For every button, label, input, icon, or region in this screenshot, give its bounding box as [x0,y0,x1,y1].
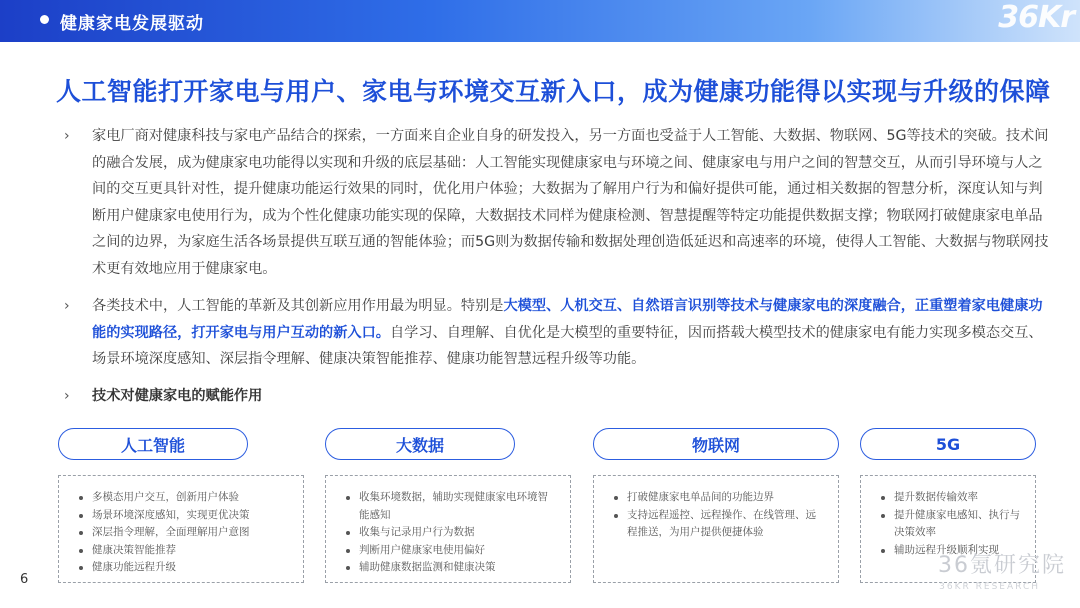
subsection-heading-text: 技术对健康家电的赋能作用 [92,388,263,404]
list-item: 提升数据传输效率 [881,489,1021,507]
chevron-right-icon: › [64,298,70,314]
column-title-ai: 人工智能 [58,428,248,460]
list-item: 提升健康家电感知、执行与决策效率 [881,507,1021,542]
list-item: 判断用户健康家电使用偏好 [346,542,550,560]
paragraph-2-highlight: 大模型、人机交互、自然语言识别等技术与健康家电的深度融合，正重塑着家电健康功能的实现路径，打开家电与用户互动的新入口。 [92,298,1043,341]
chevron-right-icon: › [64,128,70,144]
list-item: 健康决策智能推荐 [79,542,303,560]
list-item: 收集环境数据，辅助实现健康家电环境智能感知 [346,489,550,524]
list-item: 辅助远程升级顺利实现 [881,542,1021,560]
column-box-ai [58,475,304,583]
column-box-iot [593,475,839,583]
page-number: 6 [20,572,29,587]
list-item: 健康功能远程升级 [79,559,303,577]
list-item: 多模态用户交互，创新用户体验 [79,489,303,507]
column-title-iot: 物联网 [593,428,839,460]
chevron-right-icon: › [64,388,70,404]
header-bar [0,0,1080,42]
column-box-bigdata [325,475,571,583]
page-headline: 人工智能打开家电与用户、家电与环境交互新入口，成为健康功能得以实现与升级的保障 [56,77,1051,106]
list-item: 辅助健康数据监测和健康决策 [346,559,550,577]
paragraph-2-lead: 各类技术中，人工智能的革新及其创新应用作用最为明显。特别是 [92,298,504,314]
section-title: 健康家电发展驱动 [60,14,204,34]
watermark-subtitle: 36KR RESEARCH [939,582,1040,592]
watermark: 36氪研究院 [938,553,1066,578]
paragraph-2-text [92,293,1052,373]
list-item: 场景环境深度感知，实现更优决策 [79,507,303,525]
column-title-bigdata: 大数据 [325,428,515,460]
bullet-dot-icon [40,15,49,24]
brand-logo: 36Kr [998,0,1074,35]
list-item: 支持远程遥控、远程操作、在线管理、远程推送，为用户提供便捷体验 [614,507,818,542]
paragraph-1-text: 家电厂商对健康科技与家电产品结合的探索，一方面来自企业自身的研发投入，另一方面也受益于人工智能、大数据、物联网、5G等技术的突破。技术间的融合发展，成为健康家电功能得以实现和升级的底层基础：人工智能实现健康家电与环境之间、健康家电与用户之间的智慧交互，从而引导环境与人之间的交互更具针对性，提升健康功能运行效果的同时，优化用户体验；大数据为了解用户行为和偏好提供可能，通过相关数据的智慧分析，深度认知与判断用户健康家电使用行为，成为个性化健康功能实现的保障，大数据技术同样为健康检测、智慧提醒等特定功能提供数据支撑；物联网打破健康家电单品之间的边界，为家庭生活各场景提供互联互通的智能体验；而5G则为数据传输和数据处理创造低延迟和高速率的环境，使得人工智能、大数据与物联网技术更有效地应用于健康家电。 [92,128,1049,277]
column-title-5g: 5G [860,428,1036,460]
paragraph-2-tail: 自学习、自理解、自优化是大模型的重要特征，因而搭载大模型技术的健康家电有能力实现多模态交互、场景环境深度感知、深层指令理解、健康决策智能推荐、健康功能智慧远程升级等功能。 [92,324,1043,367]
list-item: 深层指令理解，全面理解用户意图 [79,524,303,542]
list-item: 收集与记录用户行为数据 [346,524,550,542]
list-item: 打破健康家电单品间的功能边界 [614,489,818,507]
